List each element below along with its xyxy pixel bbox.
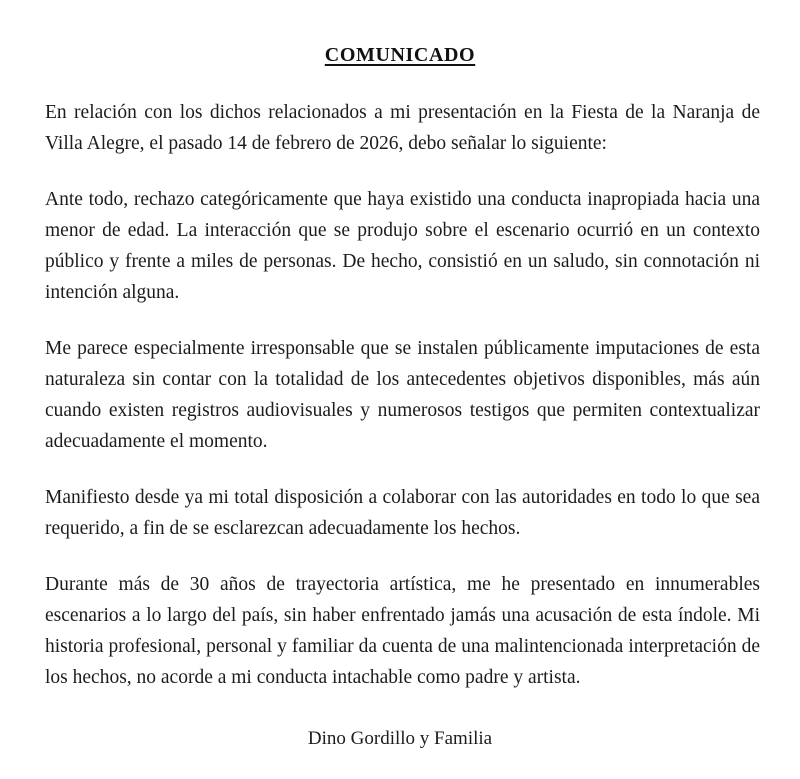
page-title bbox=[0, 0, 800, 67]
page-title-text: COMUNICADO bbox=[324, 44, 476, 66]
paragraph-5: Durante más de 30 años de trayectoria artística, me he presentado en innumerables escenarios a lo largo del país, sin haber enfrentado jamás una acusación de esta índole. Mi historia profesional, personal y familiar da cuenta de una malintencionada interpretación de los hechos, no acorde a mi conducta intachable como padre y artista. bbox=[45, 574, 760, 688]
signature-line: Dino Gordillo y Familia bbox=[307, 728, 493, 749]
paragraph-1: En relación con los dichos relacionados a mi presentación en la Fiesta de la Naranja de Villa Alegre, el pasado 14 de febrero de 2026, debo señalar lo siguiente: bbox=[45, 102, 760, 154]
paragraph-3: Me parece especialmente irresponsable que se instalen públicamente imputaciones de esta naturaleza sin contar con la totalidad de los antecedentes objetivos disponibles, más aún cuando existen registros audiovisuales y numerosos testigos que permiten contextualizar adecuadamente el momento. bbox=[45, 338, 760, 452]
paragraph-2: Ante todo, rechazo categóricamente que haya existido una conducta inapropiada hacia una menor de edad. La interacción que se produjo sobre el escenario ocurrió en un contexto público y frente a miles de personas. De hecho, consistió en un saludo, sin connotación ni intención alguna. bbox=[45, 189, 760, 303]
document-body bbox=[0, 97, 800, 693]
paragraph-4: Manifiesto desde ya mi total disposición a colaborar con las autoridades en todo lo que sea requerido, a fin de se esclarezcan adecuadamente los hechos. bbox=[45, 487, 760, 539]
